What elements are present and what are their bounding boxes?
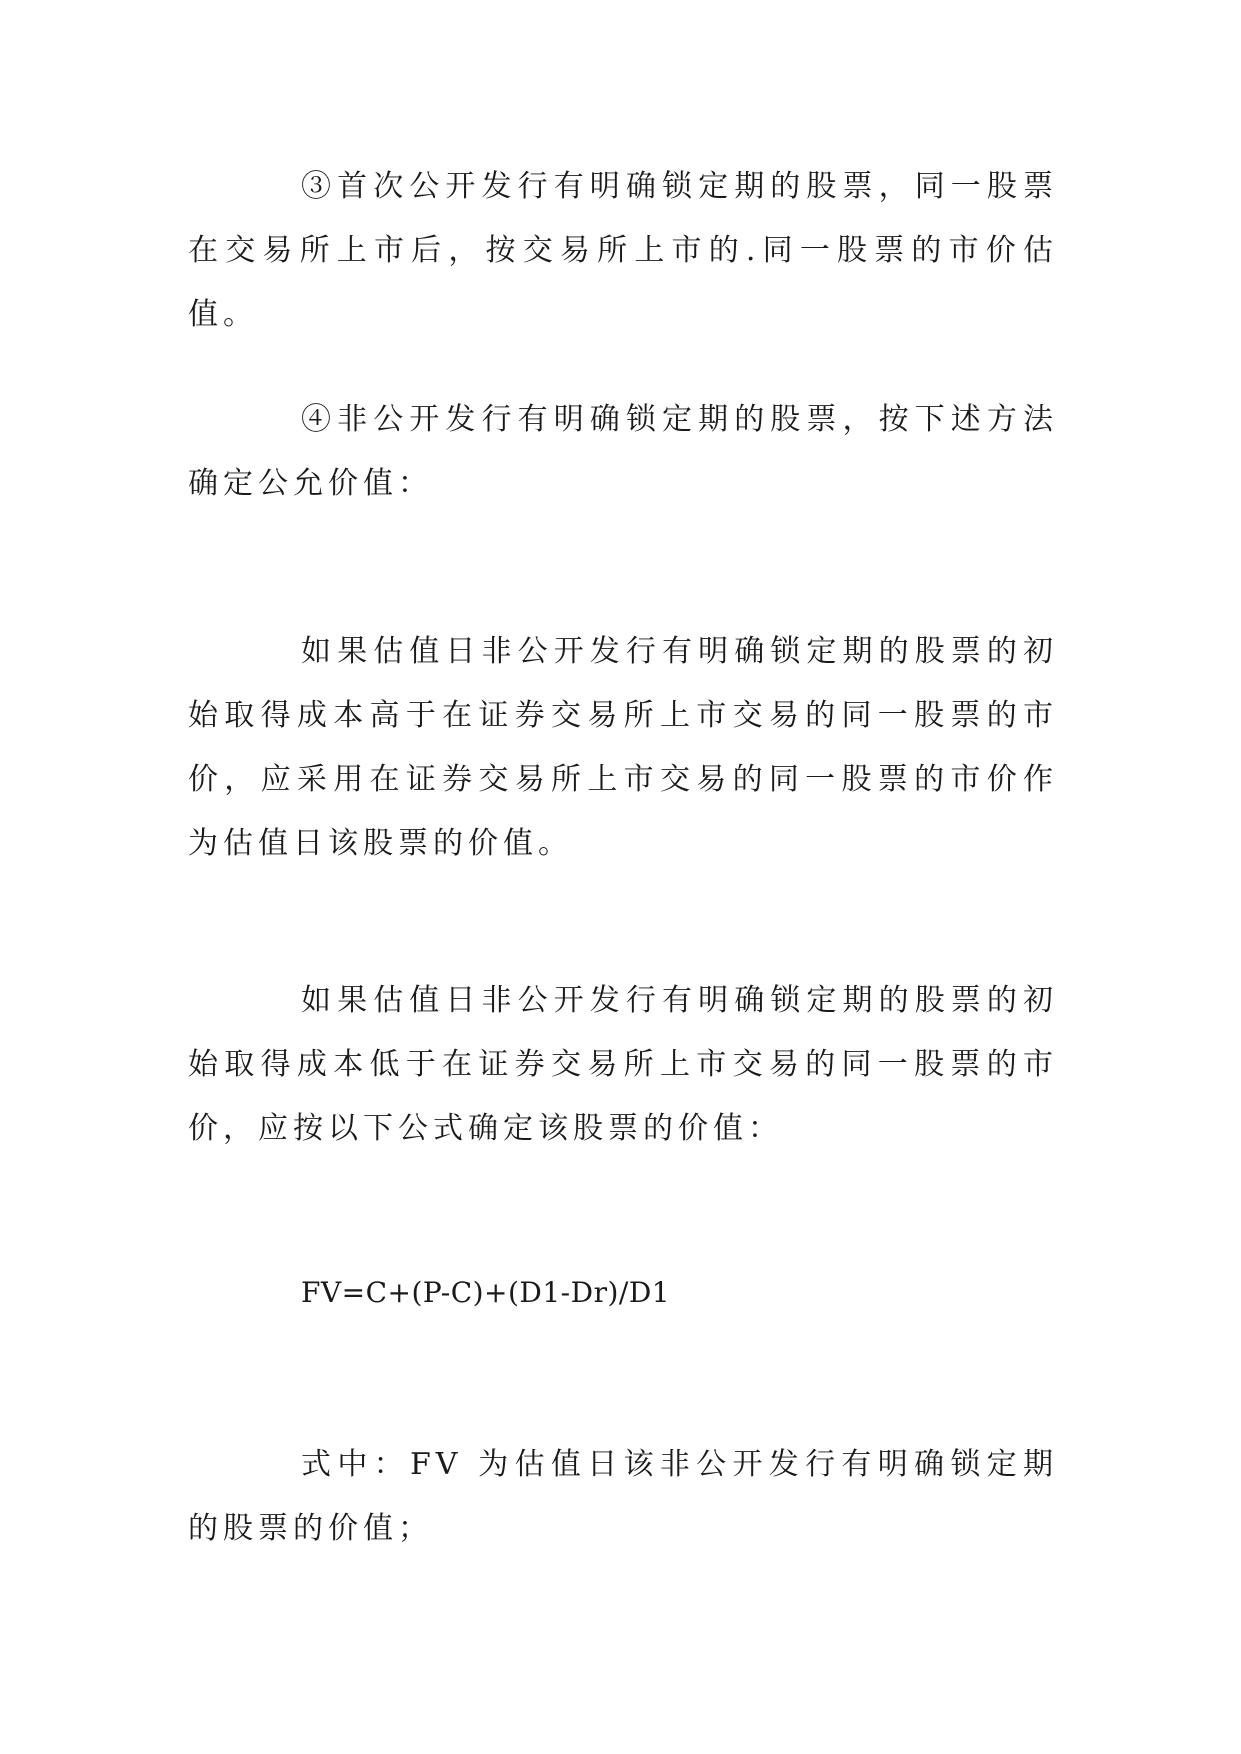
paragraph-formula-definition: 式中：FV 为估值日该非公开发行有明确锁定期的股票的价值； [188, 1447, 1058, 1546]
paragraph-ipo-lockup-valuation: ③首次公开发行有明确锁定期的股票，同一股票在交易所上市后，按交易所上市的.同一股票的市价估值。 [188, 169, 1058, 332]
paragraph-private-placement-method: ④非公开发行有明确锁定期的股票，按下述方法确定公允价值： [188, 402, 1058, 501]
paragraph-cost-above-market: 如果估值日非公开发行有明确锁定期的股票的初始取得成本高于在证券交易所上市交易的同一股票的市价，应采用在证券交易所上市交易的同一股票的市价作为估值日该股票的价值。 [188, 634, 1058, 861]
paragraph-cost-below-market: 如果估值日非公开发行有明确锁定期的股票的初始取得成本低于在证券交易所上市交易的同一股票的市价，应按以下公式确定该股票的价值： [188, 983, 1058, 1146]
valuation-formula: FV=C+(P-C)+(D1-Dr)/D1 [301, 1276, 671, 1309]
